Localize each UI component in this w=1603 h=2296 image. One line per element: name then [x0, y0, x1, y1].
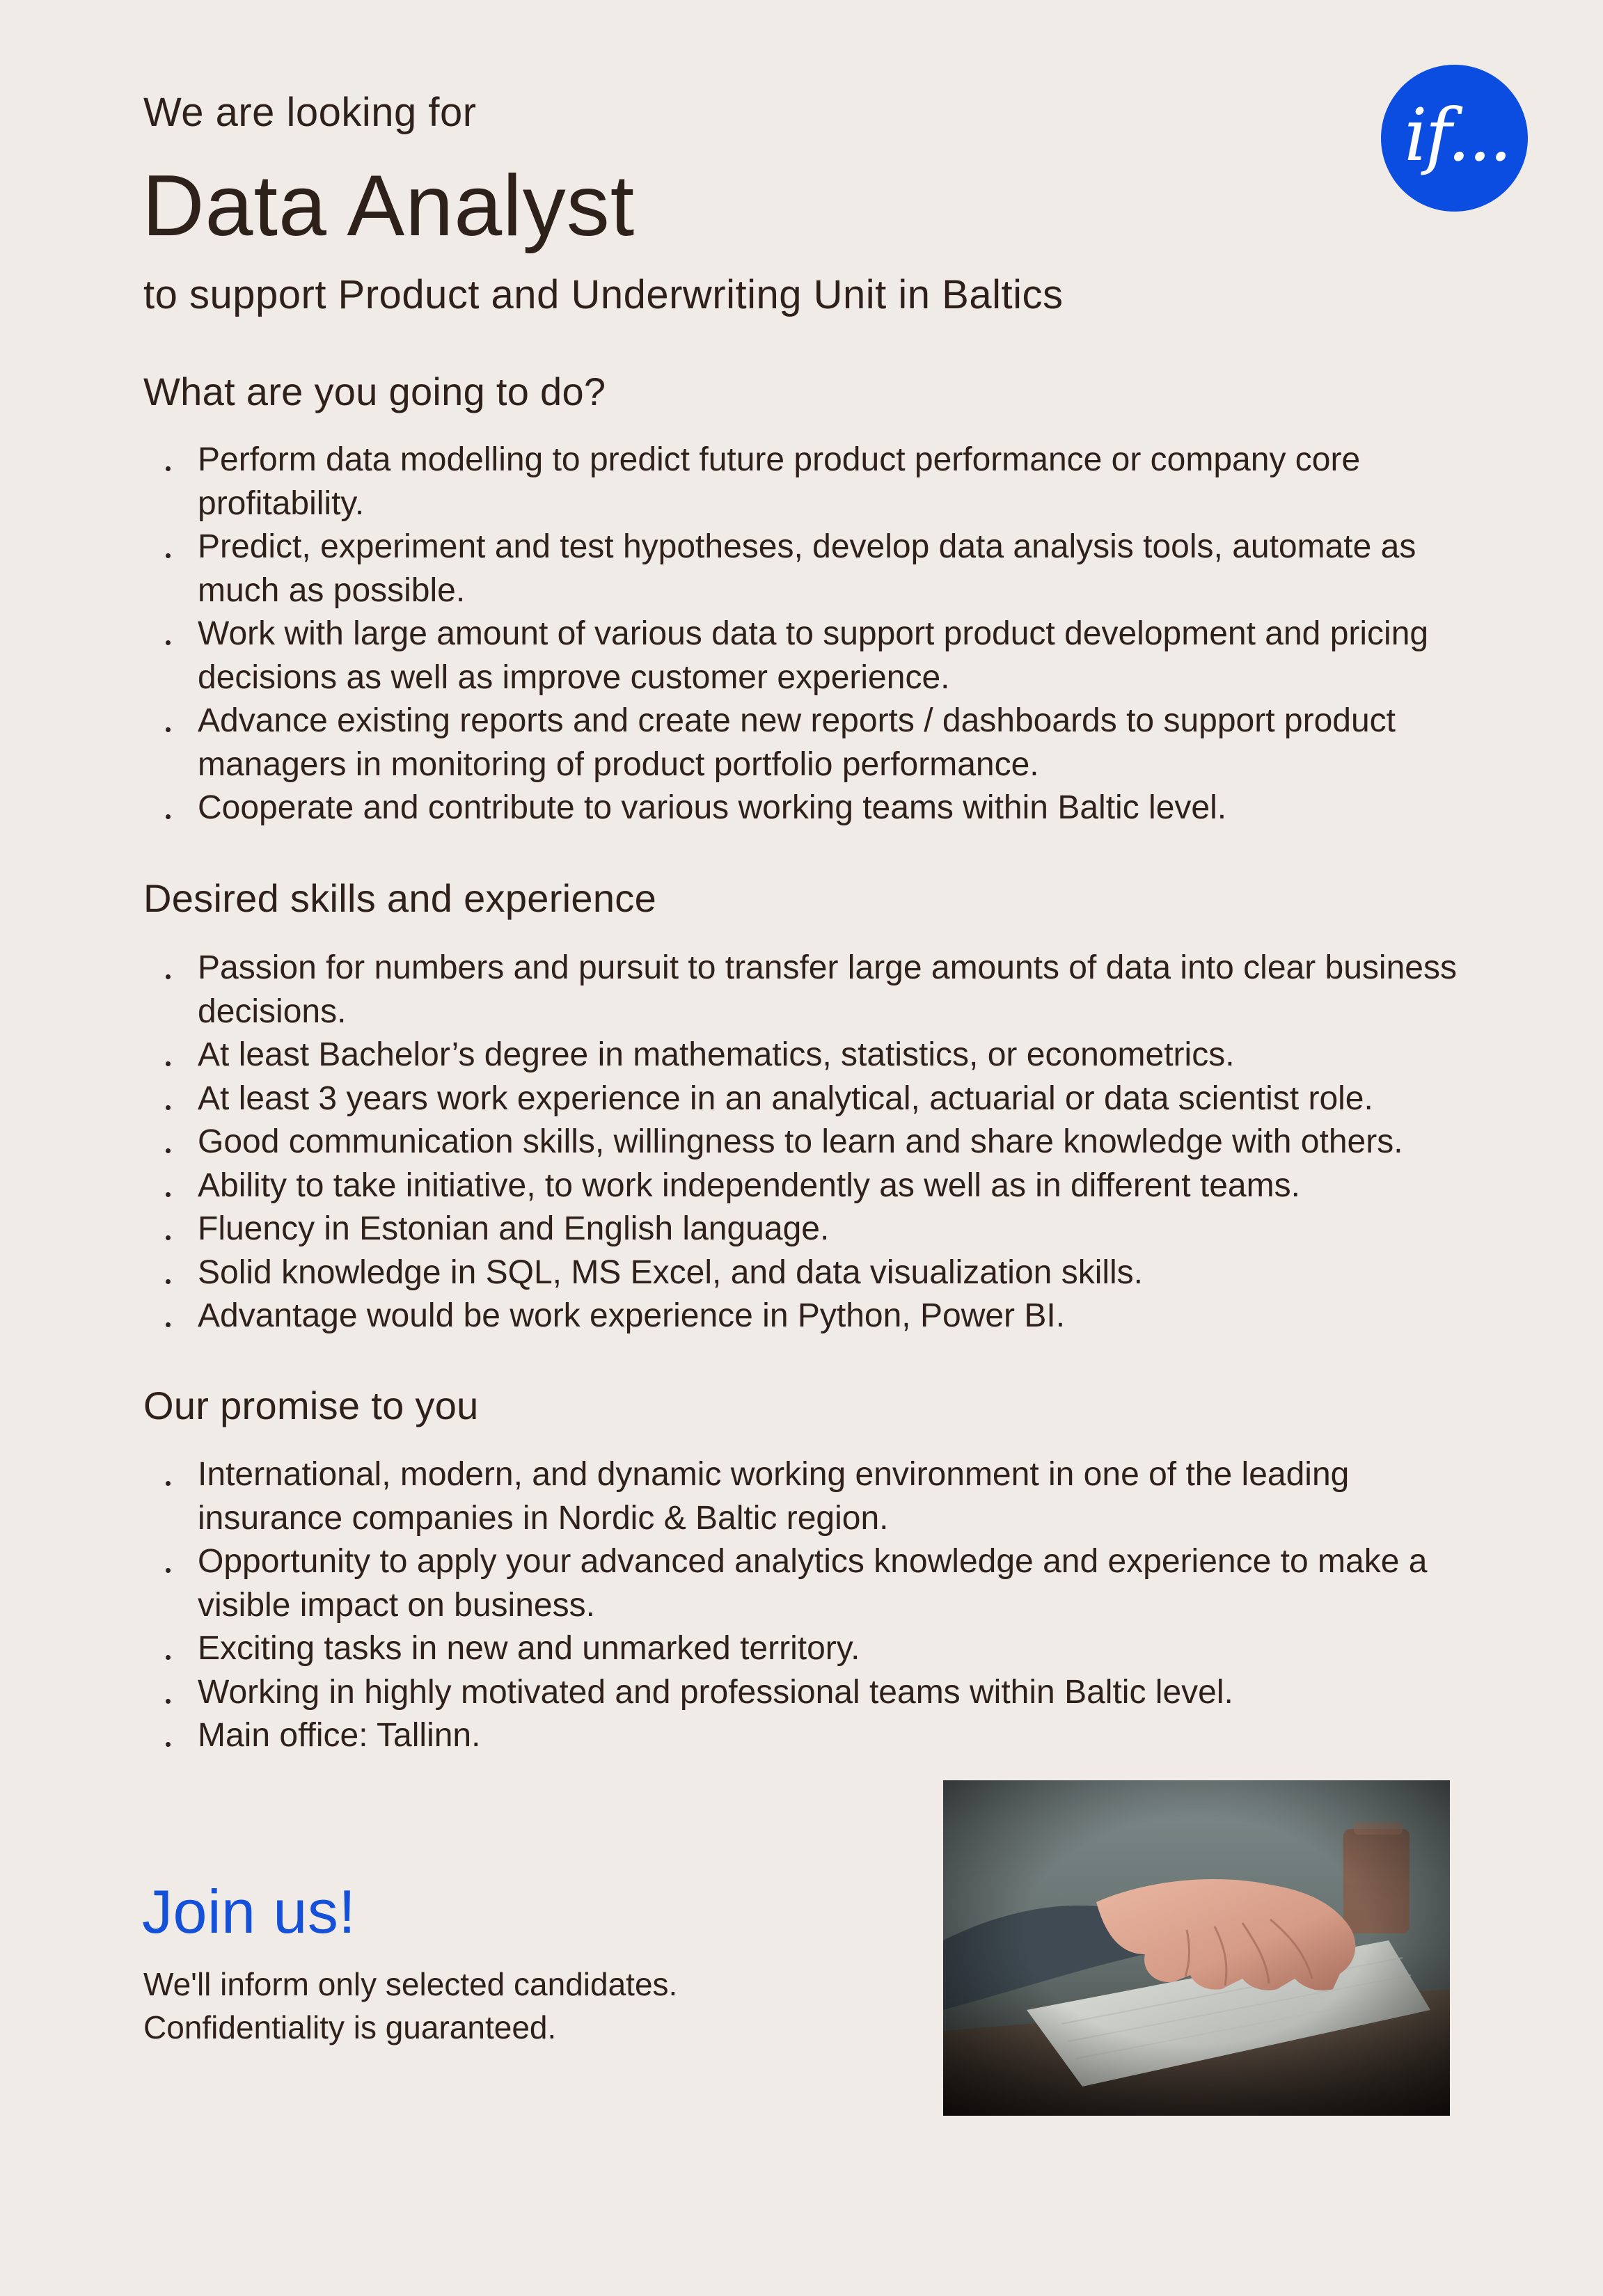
list-item [161, 1034, 1484, 1077]
list-item [161, 1208, 1484, 1251]
join-us-heading: Join us! [142, 1877, 356, 1946]
bullet-icon [166, 974, 171, 979]
job-subtitle: to support Product and Underwriting Unit in Baltics [143, 272, 1064, 317]
bullet-icon [166, 1568, 171, 1573]
list-item [161, 525, 1484, 612]
photo-illustration [943, 1780, 1450, 2116]
list-item [161, 1077, 1484, 1121]
bullet-icon [166, 466, 171, 471]
bullet-icon [166, 1105, 171, 1110]
bullet-icon [166, 1279, 171, 1284]
if-logo [1381, 65, 1528, 212]
list-item-text: Good communication skills, willingness to learn and share knowledge with others. [198, 1123, 1403, 1160]
bullet-icon [166, 1061, 171, 1066]
list-item-text: Solid knowledge in SQL, MS Excel, and data visualization skills. [198, 1253, 1144, 1291]
list-item [161, 1251, 1484, 1295]
list-item [161, 1295, 1484, 1338]
list-item [161, 1627, 1484, 1671]
list-item-text: International, modern, and dynamic working environment in one of the leading insurance companies in Nordic & Baltic region. [198, 1456, 1350, 1537]
list-item [161, 1121, 1484, 1164]
list-item-text: Fluency in Estonian and English language. [198, 1210, 830, 1247]
typing-hands-photo [943, 1780, 1450, 2116]
list-item [161, 699, 1484, 786]
list-item [161, 1164, 1484, 1208]
selection-note: We'll inform only selected candidates. [143, 1966, 678, 2002]
bullet-icon [166, 640, 171, 645]
bullet-icon [166, 1148, 171, 1153]
intro-text: We are looking for [143, 90, 477, 135]
confidentiality-note: Confidentiality is guaranteed. [143, 2009, 557, 2045]
list-item-text: Predict, experiment and test hypotheses, develop data analysis tools, automate as much as possible. [198, 528, 1416, 609]
list-item-text: At least Bachelor’s degree in mathematics, statistics, or econometrics. [198, 1036, 1235, 1073]
list-item [161, 786, 1484, 830]
skills-list [161, 947, 1484, 1338]
bullet-icon [166, 1192, 171, 1197]
list-item-text: Working in highly motivated and professional teams within Baltic level. [198, 1673, 1233, 1711]
bullet-icon [166, 1655, 171, 1660]
list-item-text: Exciting tasks in new and unmarked territory. [198, 1630, 860, 1667]
list-item-text: Cooperate and contribute to various working teams within Baltic level. [198, 789, 1227, 826]
bullet-icon [166, 553, 171, 558]
list-item [161, 1453, 1484, 1540]
bullet-icon [166, 1699, 171, 1704]
list-item-text: Work with large amount of various data to support product development and pricing decisions as well as improve customer experience. [198, 615, 1429, 696]
bullet-icon [166, 727, 171, 732]
heading-tasks: What are you going to do? [143, 370, 606, 413]
list-item [161, 1540, 1484, 1627]
promise-list [161, 1453, 1484, 1758]
list-item [161, 1671, 1484, 1715]
list-item [161, 438, 1484, 525]
list-item-text: Ability to take initiative, to work independently as well as in different teams. [198, 1166, 1300, 1204]
list-item [161, 947, 1484, 1034]
list-item-text: Main office: Tallinn. [198, 1717, 481, 1754]
list-item-text: At least 3 years work experience in an analytical, actuarial or data scientist role. [198, 1079, 1373, 1117]
bullet-icon [166, 1742, 171, 1747]
bullet-icon [166, 1322, 171, 1327]
list-item [161, 1714, 1484, 1758]
list-item-text: Opportunity to apply your advanced analytics knowledge and experience to make a visible impact on business. [198, 1543, 1428, 1624]
logo-text: if... [1404, 92, 1510, 177]
list-item-text: Perform data modelling to predict future product performance or company core profitability. [198, 441, 1361, 522]
bullet-icon [166, 814, 171, 819]
bullet-icon [166, 1235, 171, 1240]
list-item-text: Advance existing reports and create new reports / dashboards to support product managers in monitoring of product portfolio performance. [198, 702, 1396, 783]
list-item [161, 612, 1484, 699]
tasks-list [161, 438, 1484, 830]
bullet-icon [166, 1481, 171, 1486]
heading-skills: Desired skills and experience [143, 876, 657, 920]
job-title: Data Analyst [142, 158, 635, 254]
list-item-text: Advantage would be work experience in Python, Power BI. [198, 1297, 1066, 1334]
heading-promise: Our promise to you [143, 1384, 479, 1427]
list-item-text: Passion for numbers and pursuit to transfer large amounts of data into clear business decisions. [198, 949, 1457, 1030]
